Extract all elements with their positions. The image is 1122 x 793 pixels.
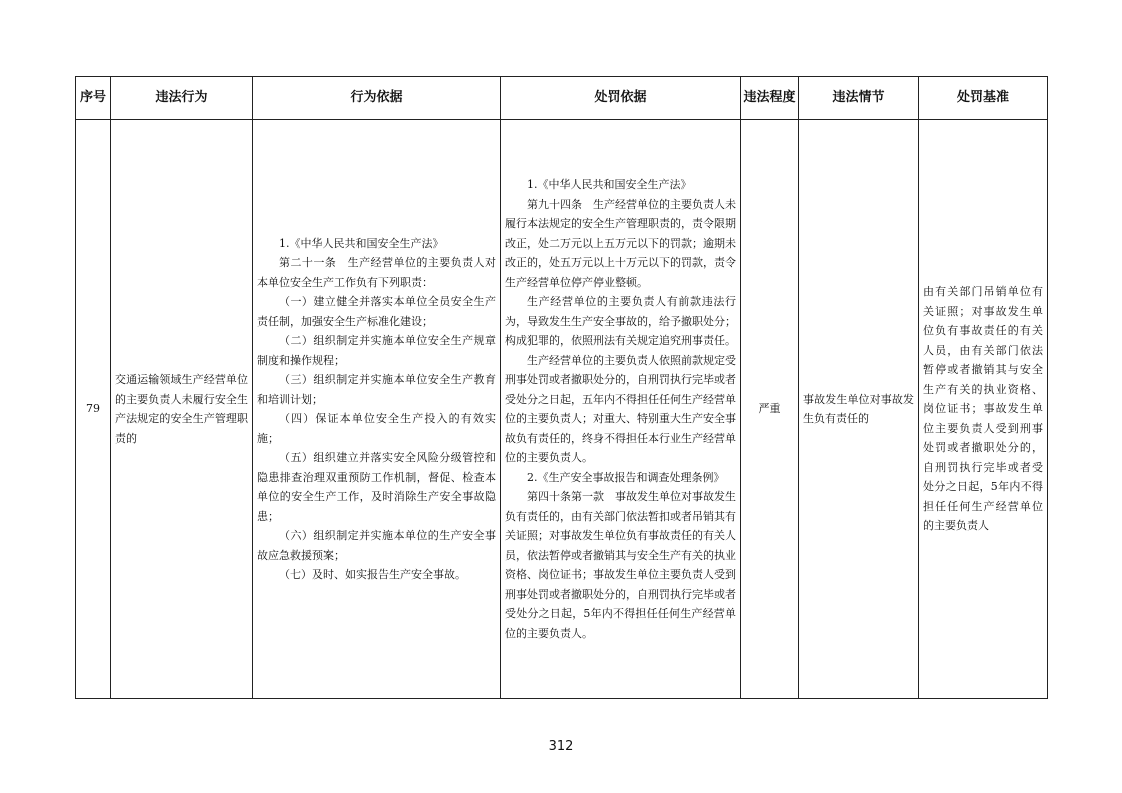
table-row xyxy=(76,120,1048,699)
circumstance-text: 事故发生单位对事故发生负有责任的 xyxy=(803,392,914,425)
standard-text: 由有关部门吊销单位有关证照；对事故发生单位负有事故责任的有关人员，由有关部门依法暂停或者撤销其与安全生产有关的执业资格、岗位证书；事故发生单位主要负责人受到刑事处罚或者撤职处分的，自刑罚执行完毕或者受处分之日起，5年内不得担任任何生产经营单位的主要负责人 xyxy=(923,285,1043,533)
conduct-basis-paragraph: （一）建立健全并落实本单位全员安全生产责任制，加强安全生产标准化建设； xyxy=(257,295,496,328)
header-circumstance: 违法情节 xyxy=(799,77,919,120)
header-penalty-basis: 处罚依据 xyxy=(501,77,741,120)
cell-degree: 严重 xyxy=(741,120,799,699)
cell-circumstance xyxy=(799,120,919,699)
penalty-basis-paragraph: 1.《中华人民共和国安全生产法》 xyxy=(527,178,692,191)
header-violation: 违法行为 xyxy=(111,77,253,120)
conduct-basis-paragraph: 第二十一条 生产经营单位的主要负责人对本单位安全生产工作负有下列职责： xyxy=(257,256,496,289)
conduct-basis-paragraph: （二）组织制定并实施本单位安全生产规章制度和操作规程； xyxy=(257,334,496,367)
header-conduct-basis: 行为依据 xyxy=(253,77,501,120)
cell-seq: 79 xyxy=(76,120,111,699)
penalty-basis-paragraph: 2.《生产安全事故报告和调查处理条例》 xyxy=(527,470,725,484)
penalty-basis-paragraph: 生产经营单位的主要负责人依照前款规定受刑事处罚或者撤职处分的，自刑罚执行完毕或者受处分之日起，五年内不得担任任何生产经营单位的主要负责人；对重大、特别重大生产安全事故负有责任的，终身不得担任本行业生产经营单位的主要负责人。 xyxy=(505,353,736,464)
cell-conduct-basis xyxy=(253,120,501,699)
header-degree: 违法程度 xyxy=(741,77,799,120)
penalty-table xyxy=(75,76,1048,699)
cell-penalty-basis xyxy=(501,120,741,699)
header-row xyxy=(76,77,1048,120)
header-seq: 序号 xyxy=(76,77,111,120)
page-number: 312 xyxy=(548,739,574,754)
violation-text: 交通运输领域生产经营单位的主要负责人未履行安全生产法规定的安全生产管理职责的 xyxy=(115,373,248,445)
header-standard: 处罚基准 xyxy=(919,77,1048,120)
conduct-basis-paragraph: （四）保证本单位安全生产投入的有效实施； xyxy=(257,412,496,445)
conduct-basis-paragraph: （七）及时、如实报告生产安全事故。 xyxy=(279,568,466,581)
penalty-basis-paragraph: 生产经营单位的主要负责人有前款违法行为，导致发生生产安全事故的，给予撤职处分；构成犯罪的，依照刑法有关规定追究刑事责任。 xyxy=(505,295,736,347)
penalty-basis-paragraph: 第四十条第一款 事故发生单位对事故发生负有责任的，由有关部门依法暂扣或者吊销其有关证照；对事故发生单位负有事故责任的有关人员，依法暂停或者撤销其与安全生产有关的执业资格、岗位证书；事故发生单位主要负责人受到刑事处罚或者撤职处分的，自刑罚执行完毕或者受处分之日起，5年内不得担任任何生产经营单位的主要负责人。 xyxy=(505,490,736,640)
conduct-basis-paragraph: （六）组织制定并实施本单位的生产安全事故应急救援预案； xyxy=(257,529,496,562)
cell-violation xyxy=(111,120,253,699)
conduct-basis-paragraph: （五）组织建立并落实安全风险分级管控和隐患排查治理双重预防工作机制，督促、检查本单位的安全生产工作，及时消除生产安全事故隐患； xyxy=(257,451,496,523)
penalty-basis-paragraph: 第九十四条 生产经营单位的主要负责人未履行本法规定的安全生产管理职责的，责令限期改正，处二万元以上五万元以下的罚款；逾期未改正的，处五万元以上十万元以下的罚款，责令生产经营单位停产停业整顿。 xyxy=(505,197,736,289)
conduct-basis-paragraph: 1.《中华人民共和国安全生产法》 xyxy=(279,236,444,250)
cell-standard xyxy=(919,120,1048,699)
conduct-basis-paragraph: （三）组织制定并实施本单位安全生产教育和培训计划； xyxy=(257,373,496,406)
